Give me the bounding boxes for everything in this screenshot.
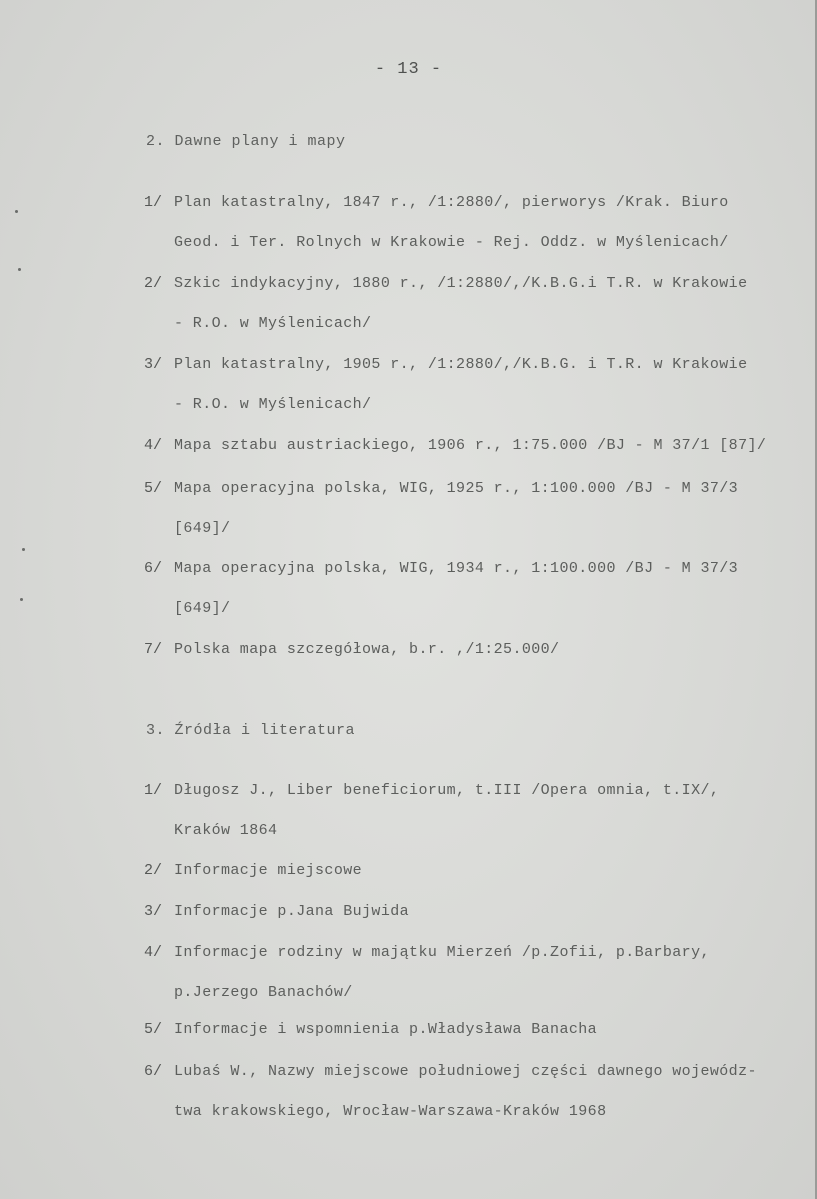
item-text: Lubaś W., Nazwy miejscowe południowej części dawnego wojewódz- — [174, 1063, 757, 1080]
item-number: 6/ — [144, 1063, 163, 1080]
item-text: Polska mapa szczegółowa, b.r. ,/1:25.000/ — [174, 641, 560, 658]
item-text: Kraków 1864 — [174, 822, 278, 839]
item-text: Plan katastralny, 1905 r., /1:2880/,/K.B.G. i T.R. w Krakowie — [174, 356, 748, 373]
section-heading-maps: 2. Dawne plany i mapy — [146, 133, 346, 150]
item-text: [649]/ — [174, 600, 231, 617]
item-text: Długosz J., Liber beneficiorum, t.III /Opera omnia, t.IX/, — [174, 782, 720, 799]
item-number: 2/ — [144, 275, 163, 292]
punch-hole-mark — [22, 548, 25, 551]
item-number: 3/ — [144, 903, 163, 920]
item-text: Informacje i wspomnienia p.Władysława Banacha — [174, 1021, 598, 1038]
punch-hole-mark — [15, 210, 18, 213]
item-text: Mapa operacyjna polska, WIG, 1925 r., 1:100.000 /BJ - M 37/3 — [174, 480, 739, 497]
item-text: p.Jerzego Banachów/ — [174, 984, 353, 1001]
item-number: 1/ — [144, 194, 163, 211]
item-text: [649]/ — [174, 520, 231, 537]
item-text: Mapa sztabu austriackiego, 1906 r., 1:75.000 /BJ - M 37/1 [87]/ — [174, 437, 767, 454]
item-text: Plan katastralny, 1847 r., /1:2880/, pierworys /Krak. Biuro — [174, 194, 729, 211]
item-text: Geod. i Ter. Rolnych w Krakowie - Rej. Oddz. w Myślenicach/ — [174, 234, 729, 251]
item-number: 5/ — [144, 1021, 163, 1038]
page-number: - 13 - — [374, 60, 443, 79]
item-number: 4/ — [144, 437, 163, 454]
item-text: Informacje p.Jana Bujwida — [174, 903, 410, 920]
item-text: - R.O. w Myślenicach/ — [174, 315, 372, 332]
item-text: - R.O. w Myślenicach/ — [174, 396, 372, 413]
item-text: Mapa operacyjna polska, WIG, 1934 r., 1:100.000 /BJ - M 37/3 — [174, 560, 739, 577]
item-number: 3/ — [144, 356, 163, 373]
item-number: 1/ — [144, 782, 163, 799]
item-number: 4/ — [144, 944, 163, 961]
item-text: Szkic indykacyjny, 1880 r., /1:2880/,/K.B.G.i T.R. w Krakowie — [174, 275, 748, 292]
item-number: 5/ — [144, 480, 163, 497]
item-text: Informacje miejscowe — [174, 862, 363, 879]
punch-hole-mark — [20, 598, 23, 601]
item-number: 7/ — [144, 641, 163, 658]
punch-hole-mark — [18, 268, 21, 271]
section-heading-sources: 3. Źródła i literatura — [146, 722, 356, 739]
item-number: 2/ — [144, 862, 163, 879]
item-text: Informacje rodziny w majątku Mierzeń /p.Zofii, p.Barbary, — [174, 944, 710, 961]
item-number: 6/ — [144, 560, 163, 577]
item-text: twa krakowskiego, Wrocław-Warszawa-Kraków 1968 — [174, 1103, 607, 1120]
